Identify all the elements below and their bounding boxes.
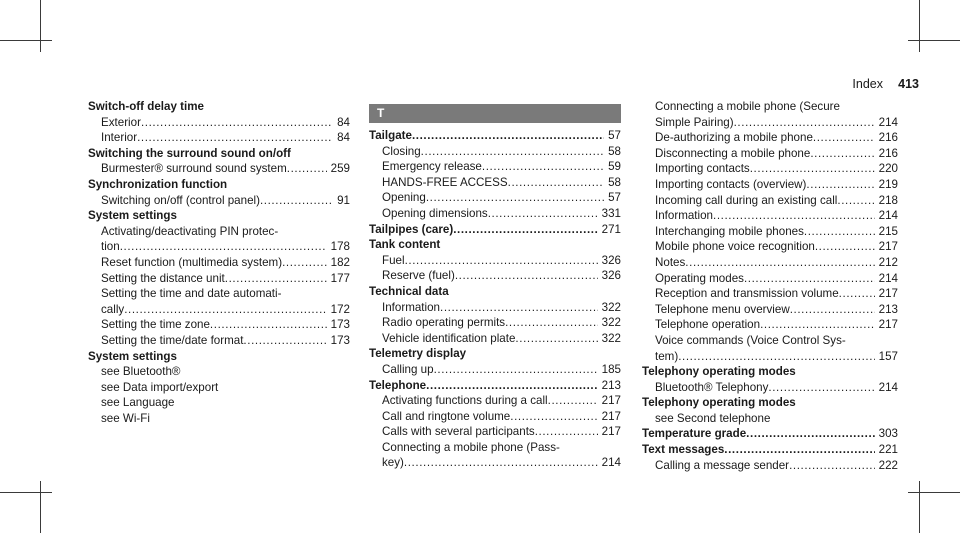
index-entry-text: Telephony operating modes	[642, 365, 796, 379]
crop-mark	[0, 40, 52, 41]
index-entry	[88, 380, 350, 396]
index-entry-page: 84	[337, 131, 350, 145]
index-entry	[642, 239, 898, 255]
index-entry-page: 322	[601, 316, 621, 330]
index-entry	[642, 208, 898, 224]
index-entry-text: Connecting a mobile phone (Secure	[655, 100, 840, 113]
index-entry-text: Reserve (fuel)	[382, 269, 455, 283]
index-entry	[369, 440, 621, 456]
index-entry-page: 91	[337, 193, 350, 207]
index-entry-page	[346, 364, 350, 380]
index-column-2	[369, 104, 621, 471]
index-entry	[369, 206, 621, 222]
crop-mark	[908, 492, 960, 493]
index-column-1	[88, 99, 350, 426]
index-entry-page	[617, 284, 621, 300]
index-entry-text: Tailgate	[369, 129, 412, 142]
index-entry-page: 217	[878, 240, 898, 254]
index-entry	[88, 395, 350, 411]
index-entry	[642, 380, 898, 396]
index-entry-text: Synchronization function	[88, 177, 228, 191]
index-entry	[88, 349, 350, 365]
index-entry-text: Interior	[101, 131, 138, 145]
index-entry-text: Bluetooth® Telephony	[655, 380, 769, 394]
index-entry-text: Vehicle identification plate	[382, 331, 516, 345]
index-entry	[369, 222, 621, 238]
index-entry-page	[346, 380, 350, 396]
index-entry-text: Telephony operating modes	[642, 396, 796, 410]
index-entry-text: Setting the time and date automati-	[101, 287, 282, 301]
index-entry-page	[346, 411, 350, 427]
index-entry	[369, 315, 621, 331]
index-entry-text: Setting the time zone	[101, 318, 210, 332]
index-entry	[369, 190, 621, 206]
index-entry-text: Text messages	[642, 443, 725, 457]
index-entry	[642, 99, 898, 115]
index-entry	[369, 378, 621, 394]
index-entry-page: 214	[878, 115, 898, 129]
index-entry-text: Opening	[382, 191, 426, 205]
index-entry-page	[346, 395, 350, 411]
index-entry	[642, 364, 898, 380]
index-entry-text: Switch-off delay time	[88, 100, 204, 113]
index-entry-text: Activating/deactivating PIN protec-	[101, 224, 279, 238]
index-entry-text: see Wi-Fi	[101, 411, 150, 425]
index-entry-text: Importing contacts	[655, 162, 750, 176]
index-entry-page: 157	[878, 349, 898, 363]
index-entry-page: 218	[878, 193, 898, 207]
index-entry	[88, 208, 350, 224]
index-entry-text: key)	[382, 456, 404, 470]
index-entry	[642, 395, 898, 411]
index-entry	[369, 331, 621, 347]
index-entry	[369, 159, 621, 175]
index-entry-page: 326	[601, 269, 621, 283]
index-entry-page	[346, 177, 350, 193]
index-entry-page: 216	[878, 131, 898, 145]
index-entry	[369, 393, 621, 409]
index-entry-text: Radio operating permits	[382, 316, 506, 330]
index-entry-page	[346, 99, 350, 115]
index-entry	[88, 130, 350, 146]
index-entry-text: Importing contacts (overview)	[655, 177, 807, 191]
crop-mark	[40, 481, 41, 533]
index-entry-page: 214	[878, 209, 898, 223]
index-entry-page: 177	[330, 271, 350, 285]
index-entry-page: 172	[330, 302, 350, 316]
index-entry	[369, 284, 621, 300]
index-entry-text: Switching on/off (control panel)	[101, 193, 260, 207]
index-entry-page: 185	[601, 362, 621, 376]
index-entry-text: Opening dimensions	[382, 206, 488, 220]
index-entry	[369, 144, 621, 160]
index-entry-page: 178	[330, 240, 350, 254]
index-entry-page	[346, 146, 350, 162]
index-entry	[88, 255, 350, 271]
index-entry-page: 331	[601, 206, 621, 220]
index-entry-text: tion	[101, 240, 120, 254]
index-entry-text: Burmester® surround sound system	[101, 162, 287, 176]
index-entry-text: Tank content	[369, 238, 441, 252]
index-entry	[642, 286, 898, 302]
index-entry-text: Connecting a mobile phone (Pass-	[382, 440, 560, 454]
index-entry-text: Simple Pairing)	[655, 115, 734, 129]
index-entry	[642, 426, 898, 442]
index-entry	[88, 411, 350, 427]
index-entry-page	[894, 395, 898, 411]
index-entry-page: 217	[601, 425, 621, 439]
crop-mark	[908, 40, 960, 41]
index-entry	[369, 455, 621, 471]
index-entry	[369, 409, 621, 425]
index-entry	[642, 302, 898, 318]
index-entry-page: 58	[608, 144, 621, 158]
header-label: Index	[852, 77, 883, 91]
index-entry-page	[346, 286, 350, 302]
index-entry-text: System settings	[88, 209, 177, 223]
index-entry-page	[617, 346, 621, 362]
index-entry	[642, 115, 898, 131]
crop-mark	[0, 492, 52, 493]
index-entry-page: 215	[878, 224, 898, 238]
index-entry-text: Notes	[655, 255, 686, 269]
index-entry	[88, 115, 350, 131]
index-entry	[642, 193, 898, 209]
index-entry-page: 213	[601, 378, 621, 392]
index-entry-text: Telephone menu overview	[655, 302, 790, 316]
index-entry-text: Telemetry display	[369, 347, 467, 361]
index-entry-text: Voice commands (Voice Control Sys-	[655, 333, 846, 347]
index-entry-text: Information	[382, 300, 440, 314]
index-entry	[642, 146, 898, 162]
index-entry-page: 214	[878, 380, 898, 394]
index-entry	[642, 130, 898, 146]
index-entry	[88, 333, 350, 349]
index-entry-text: Calling a message sender	[655, 458, 790, 472]
index-column-3	[642, 99, 898, 473]
crop-mark	[919, 481, 920, 533]
index-entry	[642, 333, 898, 349]
index-entry	[369, 300, 621, 316]
index-entry-page: 216	[878, 146, 898, 160]
index-entry	[369, 175, 621, 191]
index-entry-text: Mobile phone voice recognition	[655, 240, 815, 254]
index-entry-text: see Second telephone	[655, 411, 771, 425]
index-entry-page: 271	[601, 222, 621, 236]
index-entry-text: Tailpipes (care)	[369, 222, 454, 236]
index-entry	[369, 346, 621, 362]
index-entry	[642, 349, 898, 365]
index-entry-page: 221	[878, 443, 898, 457]
index-entry-page: 214	[601, 456, 621, 470]
index-entry-page: 220	[878, 162, 898, 176]
index-entry-page	[346, 208, 350, 224]
index-entry	[88, 161, 350, 177]
index-entry-page	[346, 224, 350, 240]
index-entry	[88, 302, 350, 318]
index-entry-text: see Bluetooth®	[101, 365, 181, 379]
index-entry-text: see Language	[101, 396, 175, 410]
section-letter-heading: T	[369, 104, 621, 123]
index-entry	[88, 286, 350, 302]
index-entry-text: Temperature grade	[642, 427, 747, 441]
index-entry-page: 214	[878, 271, 898, 285]
index-entry	[369, 268, 621, 284]
index-entry-page: 222	[878, 458, 898, 472]
index-entry-page: 217	[601, 409, 621, 423]
index-entry-page: 326	[601, 253, 621, 267]
index-entry-page: 173	[330, 333, 350, 347]
index-entry-page	[894, 99, 898, 115]
index-entry-text: Activating functions during a call	[382, 394, 548, 408]
index-entry-text: Emergency release	[382, 160, 482, 174]
index-entry-text: Operating modes	[655, 271, 744, 285]
index-entry	[642, 255, 898, 271]
index-entry-page	[894, 411, 898, 427]
index-entry-page: 322	[601, 300, 621, 314]
index-entry-text: Telephone	[369, 378, 427, 392]
index-entry-page: 59	[608, 160, 621, 174]
index-entry-text: Closing	[382, 144, 421, 158]
index-entry	[88, 364, 350, 380]
index-entry-text: Reset function (multimedia system)	[101, 255, 283, 269]
index-entry	[88, 99, 350, 115]
index-entry-text: Interchanging mobile phones	[655, 224, 804, 238]
index-entry-text: Exterior	[101, 115, 141, 129]
index-entry	[369, 128, 621, 144]
index-entry-text: Incoming call during an existing call	[655, 193, 838, 207]
index-entry-page: 182	[330, 255, 350, 269]
index-entry	[642, 224, 898, 240]
index-entry-page	[894, 364, 898, 380]
index-entry-page	[894, 333, 898, 349]
index-entry-text: De-authorizing a mobile phone	[655, 131, 813, 145]
index-entry	[369, 424, 621, 440]
index-entry-text: Calls with several participants	[382, 425, 535, 439]
index-entry-text: Call and ringtone volume	[382, 409, 511, 423]
index-entry-text: Reception and transmission volume	[655, 287, 839, 301]
index-entry-page: 173	[330, 318, 350, 332]
index-entry-text: Calling up	[382, 362, 434, 376]
index-entry-text: Technical data	[369, 284, 449, 298]
index-entry-text: Setting the time/date format	[101, 333, 244, 347]
index-entry-page: 219	[878, 177, 898, 191]
index-entry	[88, 224, 350, 240]
index-entry-text: Telephone operation	[655, 318, 761, 332]
page-number: 413	[898, 77, 919, 91]
crop-mark	[40, 0, 41, 52]
index-entry-page: 84	[337, 115, 350, 129]
index-entry	[88, 239, 350, 255]
index-entry	[642, 161, 898, 177]
index-entry-text: Setting the distance unit	[101, 271, 225, 285]
index-entry-page: 213	[878, 302, 898, 316]
index-entry	[88, 193, 350, 209]
index-entry-text: see Data import/export	[101, 380, 219, 394]
index-entry-page: 217	[878, 318, 898, 332]
index-entry-page: 217	[878, 287, 898, 301]
index-entry-page: 217	[601, 394, 621, 408]
index-entry-page: 303	[878, 427, 898, 441]
index-entry-page: 58	[608, 175, 621, 189]
index-entry-text: cally	[101, 302, 125, 316]
index-entry	[642, 442, 898, 458]
index-entry-text: tem)	[655, 349, 679, 363]
index-entry-text: System settings	[88, 349, 177, 363]
index-entry-page	[617, 237, 621, 253]
index-entry-text: HANDS-FREE ACCESS	[382, 175, 508, 189]
index-entry-page: 212	[878, 255, 898, 269]
index-entry	[642, 177, 898, 193]
index-entry-page	[617, 440, 621, 456]
index-entry-text: Disconnecting a mobile phone	[655, 146, 811, 160]
index-entry-text: Information	[655, 209, 713, 223]
index-entry	[88, 271, 350, 287]
index-entry	[88, 317, 350, 333]
index-entry	[88, 177, 350, 193]
index-entry-page: 259	[330, 162, 350, 176]
index-entry	[642, 271, 898, 287]
index-entry	[88, 146, 350, 162]
index-entry	[369, 237, 621, 253]
index-entry	[642, 317, 898, 333]
index-entry	[369, 253, 621, 269]
index-entry-page	[346, 349, 350, 365]
index-entry-text: Fuel	[382, 253, 405, 267]
index-entry-text: Switching the surround sound on/off	[88, 146, 291, 160]
index-entry-page: 322	[601, 331, 621, 345]
index-entry-page: 57	[608, 191, 621, 205]
index-entry	[642, 411, 898, 427]
index-entry	[369, 362, 621, 378]
index-entry	[642, 458, 898, 474]
crop-mark	[919, 0, 920, 52]
index-entry-page: 57	[608, 129, 621, 142]
